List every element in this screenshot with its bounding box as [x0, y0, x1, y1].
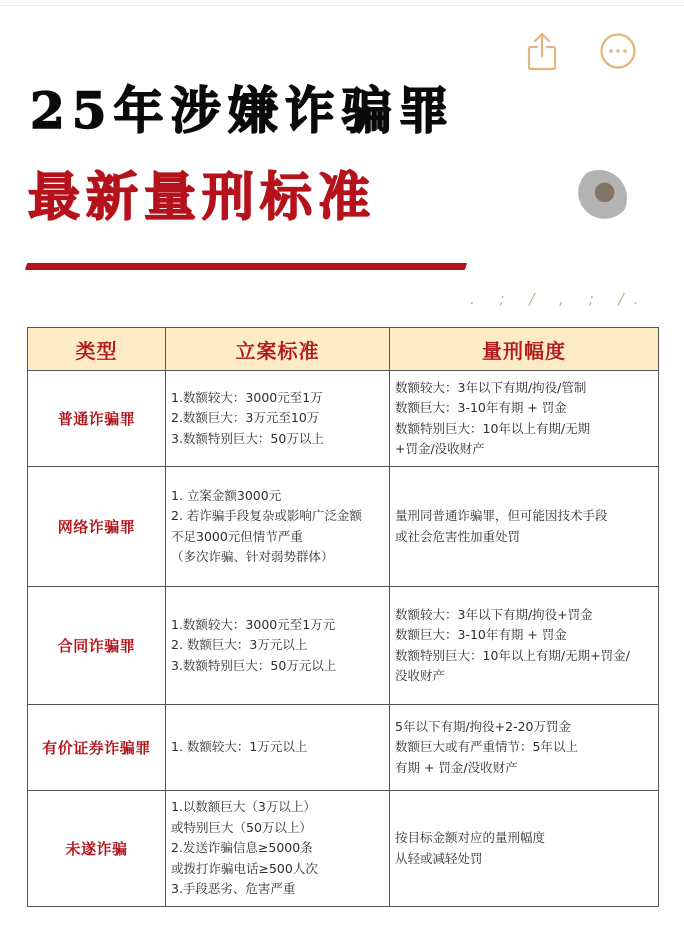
sentence-line: 没收财产 [395, 668, 446, 683]
filing-standard-cell [166, 371, 390, 467]
column-header-type: 类型 [28, 328, 166, 371]
standard-line: 1.以数额巨大（3万以上） [171, 799, 316, 815]
filing-standard-cell [166, 705, 390, 791]
more-options-button[interactable] [598, 30, 638, 72]
standard-line: 或特别巨大（50万以上） [171, 819, 312, 835]
sentencing-range-cell [390, 705, 659, 791]
table-row [28, 587, 659, 705]
sentence-line: 量刑同普通诈骗罪，但可能因技术手段 [395, 508, 608, 523]
standard-line: 或拨打诈骗电话≥500人次 [171, 860, 318, 876]
table-row [28, 467, 659, 587]
sentence-line: 5年以下有期/拘役+2-20万罚金 [395, 718, 572, 734]
more-options-icon [599, 32, 637, 70]
sentence-line: 数额巨大：3-10年有期 + 罚金 [395, 400, 567, 415]
sentencing-range-cell [390, 371, 659, 467]
sentence-line: +罚金/没收财产 [395, 441, 485, 456]
top-actions [522, 30, 638, 72]
crime-type-cell: 未遂诈骗 [28, 791, 166, 907]
share-button[interactable] [522, 30, 562, 72]
sentence-line: 数额较大：3年以下有期/拘役+罚金 [395, 606, 593, 622]
table-header-row [28, 328, 659, 371]
sentence-line: 有期 + 罚金/没收财产 [395, 759, 518, 775]
filing-standard-cell [166, 587, 390, 705]
title-line-1: 25年涉嫌诈骗罪 [30, 81, 456, 140]
standard-line: （多次诈骗、针对弱势群体） [171, 549, 334, 564]
standard-line: 2. 数额巨大：3万元以上 [171, 637, 308, 653]
sentencing-range-cell [390, 467, 659, 587]
sentencing-range-cell [390, 587, 659, 705]
standard-line: 1.数额较大：3000元至1万 [171, 389, 323, 405]
table-row [28, 705, 659, 791]
column-header-sentence: 量刑幅度 [390, 328, 659, 371]
standard-line: 3.数额特别巨大：50万以上 [171, 430, 324, 446]
title-underline-bar [25, 263, 467, 270]
standard-line: 2. 若诈骗手段复杂或影响广泛金额 [171, 508, 362, 523]
standard-line: 2.发送诈骗信息≥5000条 [171, 840, 313, 856]
sentencing-range-cell [390, 791, 659, 907]
standard-line: 1. 数额较大：1万元以上 [171, 739, 308, 755]
decorative-avatar-image [571, 170, 627, 226]
filing-standard-cell [166, 791, 390, 907]
sentence-line: 从轻或减轻处罚 [395, 850, 483, 866]
sentence-line: 按目标金额对应的量刑幅度 [395, 830, 546, 845]
table-row [28, 791, 659, 907]
top-divider [0, 5, 684, 6]
column-header-standard: 立案标准 [166, 328, 390, 371]
standard-line: 1.数额较大：3000元至1万元 [171, 616, 336, 632]
crime-type-cell: 有价证券诈骗罪 [28, 705, 166, 791]
crime-type-cell: 网络诈骗罪 [28, 467, 166, 587]
standard-line: 不足3000元但情节严重 [171, 528, 303, 544]
title-line-2: 最新量刑标准 [28, 168, 377, 228]
decorative-watermark: . ; / , ; /. [470, 290, 649, 308]
standard-line: 3.手段恶劣、危害严重 [171, 881, 296, 897]
standard-line: 1. 立案金额3000元 [171, 487, 282, 503]
crime-type-cell: 普通诈骗罪 [28, 371, 166, 467]
table-row [28, 371, 659, 467]
sentence-line: 数额特别巨大：10年以上有期/无期+罚金/ [395, 647, 630, 663]
sentence-line: 数额巨大或有严重情节：5年以上 [395, 739, 578, 755]
standard-line: 3.数额特别巨大：50万元以上 [171, 657, 337, 673]
sentence-line: 数额特别巨大：10年以上有期/无期 [395, 420, 591, 436]
standard-line: 2.数额巨大：3万元至10万 [171, 410, 320, 426]
sentencing-table [27, 327, 659, 907]
share-icon [527, 31, 557, 71]
filing-standard-cell [166, 467, 390, 587]
sentence-line: 数额较大：3年以下有期/拘役/管制 [395, 379, 587, 395]
sentence-line: 数额巨大：3-10年有期 + 罚金 [395, 627, 567, 642]
crime-type-cell: 合同诈骗罪 [28, 587, 166, 705]
sentence-line: 或社会危害性加重处罚 [395, 528, 521, 544]
